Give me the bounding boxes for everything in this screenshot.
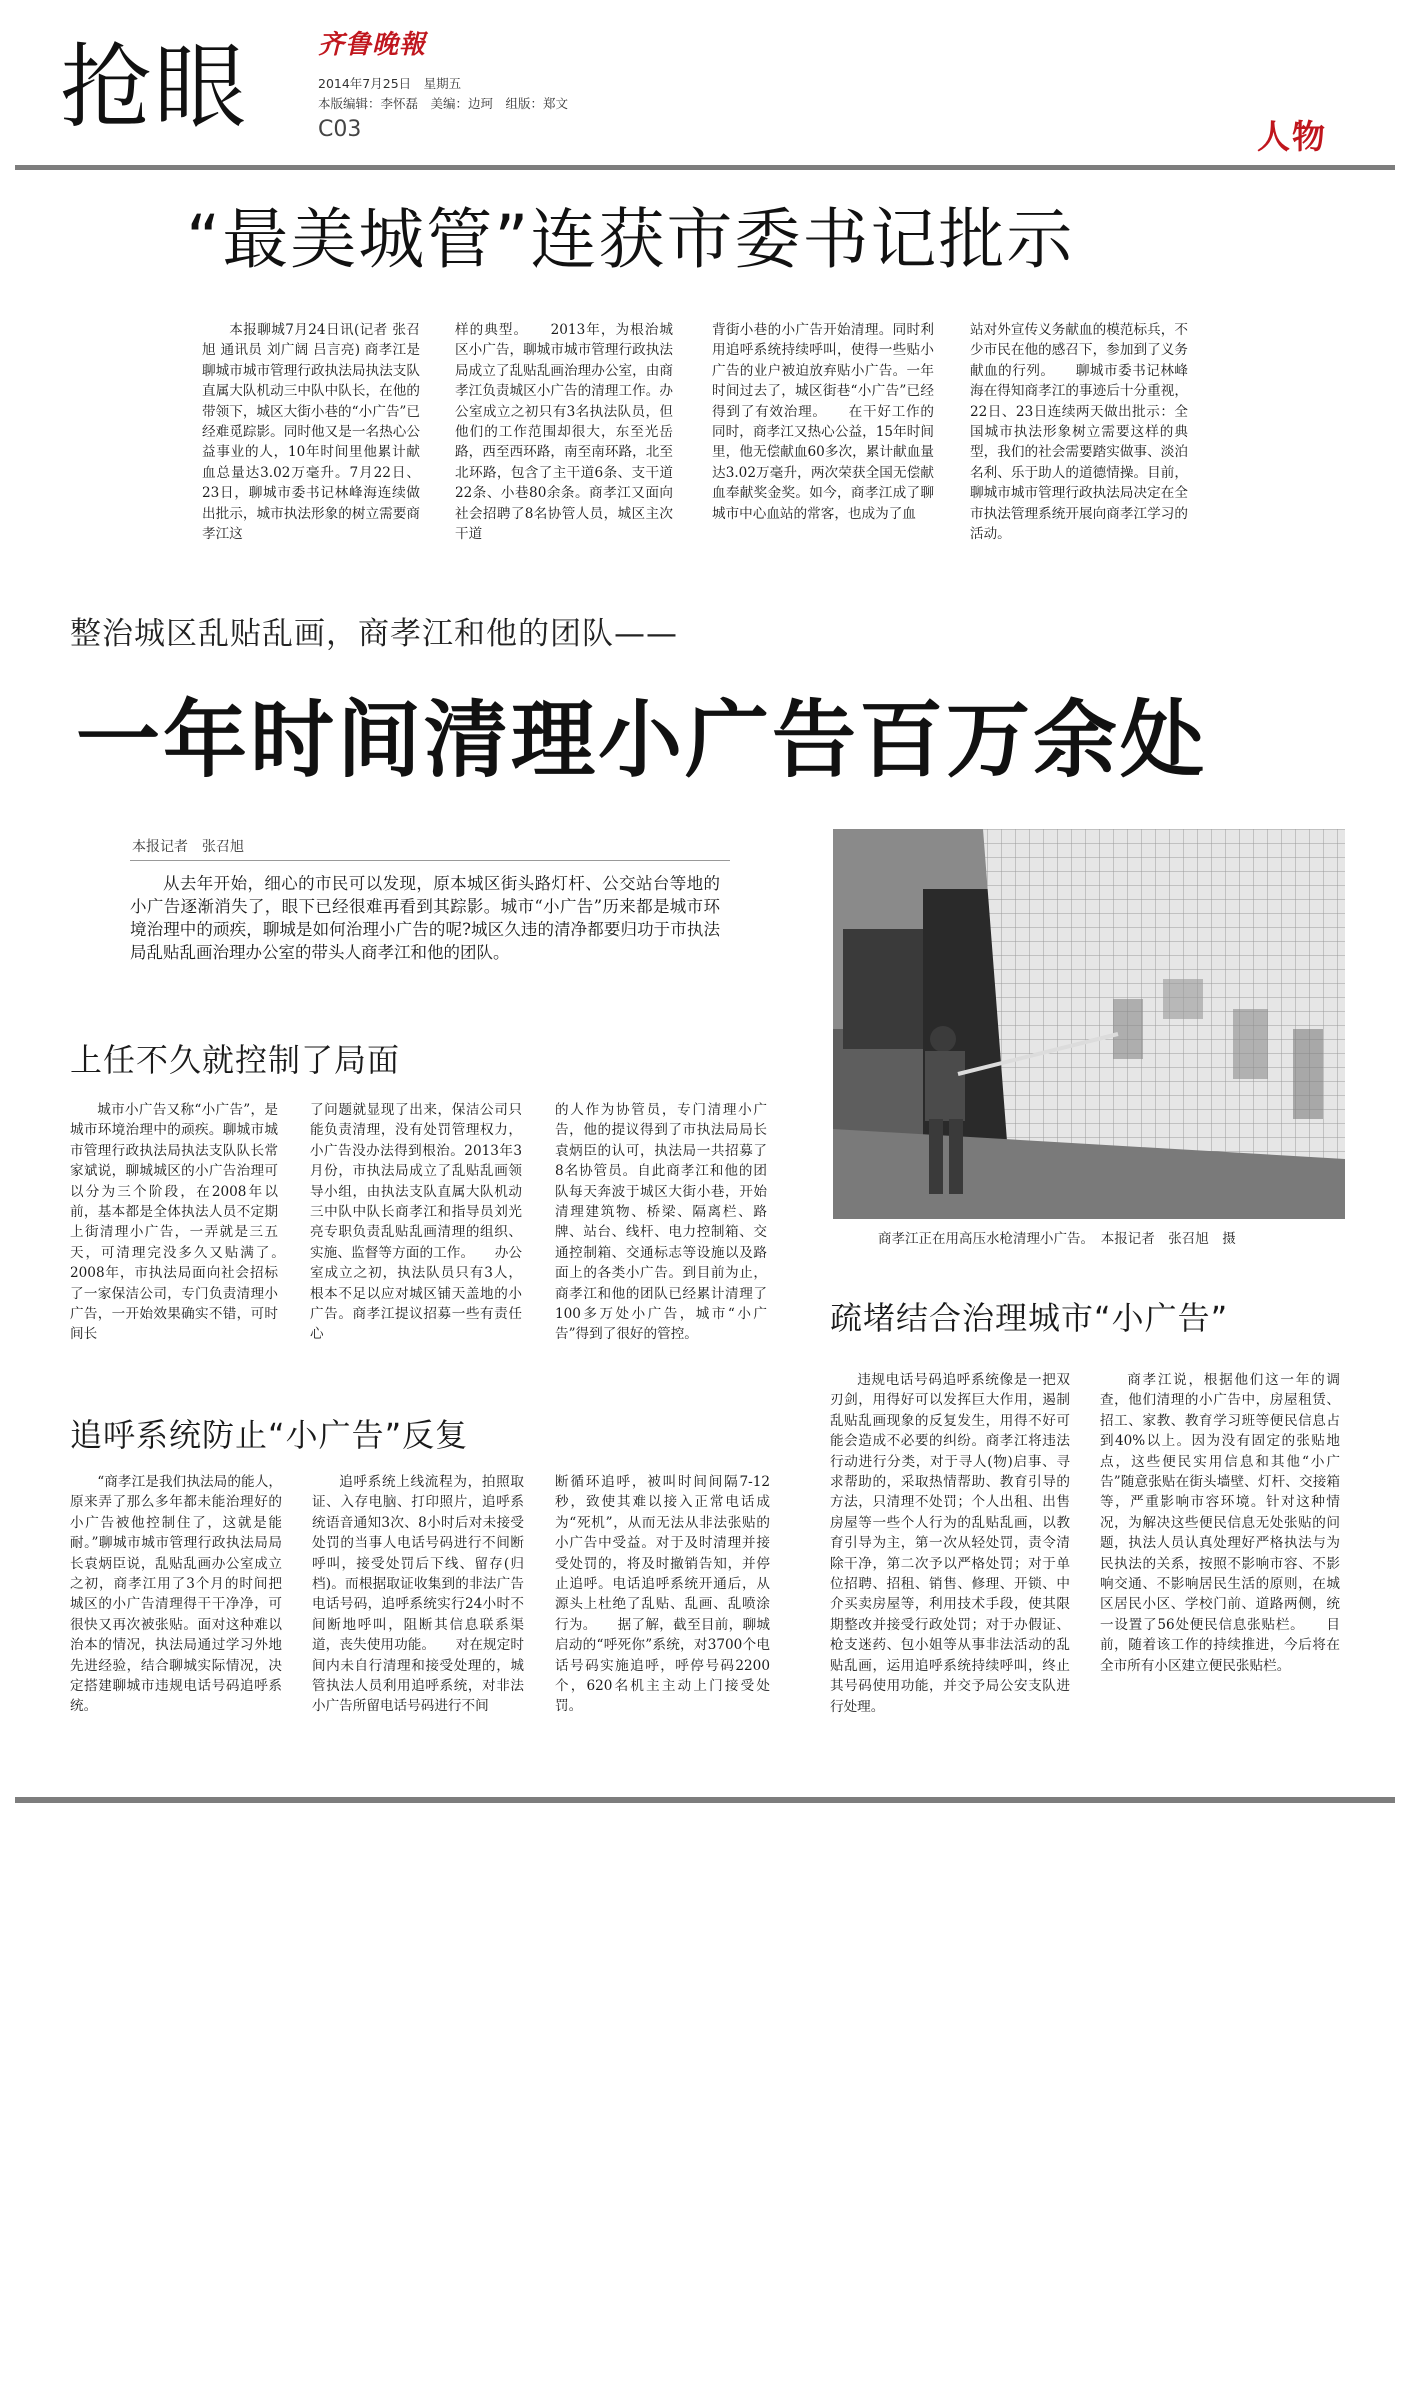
masthead-divider bbox=[15, 165, 1395, 170]
byline-rule bbox=[130, 860, 730, 861]
article-headline bbox=[186, 200, 1186, 280]
article1-col-4 bbox=[970, 320, 1188, 544]
lead-paragraph bbox=[130, 872, 720, 964]
column-label: 人物 bbox=[1257, 117, 1327, 156]
section1-col-2 bbox=[310, 1100, 522, 1345]
section2-paragraph: 商孝江说，根据他们这一年的调查，他们清理的小广告中，房屋租赁、招工、家教、教育学习班等便民信息占到40%以上。因为没有固定的张贴地点，这些便民实用信息和其他“小广告”随意张贴在街头墙壁、灯杆、交接箱等，严重影响市容环境。针对这种情况，为解决这些便民信息无处张贴的问题，执法人员认真处理好严格执法与为民执法的关系，按照不影响市容、不影响交通、不影响居民生活的原则，在城区居民小区、学校门前、道路两侧，统一设置了56处便民信息张贴栏。 目前，随着该工作的持续推进，今后将在全市所有小区建立便民张贴栏。 bbox=[1100, 1372, 1340, 1674]
section2-col-1 bbox=[830, 1370, 1070, 1717]
section1-paragraph: 城市小广告又称“小广告”，是城市环境治理中的顽疾。聊城市城市管理行政执法局执法支队队长常家斌说，聊城城区的小广告治理可以分为三个阶段，在2008年以前，基本都是全体执法人员不定期上街清理小广告，一弄就是三五天，可清理完没多久又贴满了。 2008年，市执法局面向社会招标了一家保洁公司，专门负责清理小广告，一开始效果确实不错，可时间长 bbox=[70, 1102, 306, 1343]
article1-col-1 bbox=[202, 320, 420, 544]
photo-caption: 商孝江正在用高压水枪清理小广告。 本报记者 张召旭 摄 bbox=[878, 1231, 1236, 1247]
article1-paragraph: 本报聊城7月24日讯(记者 张召旭 通讯员 刘广阔 吕言亮) 商孝江是聊城市城市管理行政执法局执法支队直属大队机动三中队中队长，在他的带领下，城区大街小巷的“小广告”已经难觅踪影。同时他又是一名热心公益事业的人，10年时间里他累计献血总量达3.02万毫升。7月22日、23日，聊城市委书记林峰海连续做出批示，城市执法形象的树立需要商孝江这 bbox=[202, 322, 420, 543]
section2-paragraph: 违规电话号码追呼系统像是一把双刃剑，用得好可以发挥巨大作用，遏制乱贴乱画现象的反复发生，用得不好可能会造成不必要的纠纷。商孝江将违法行动进行分类，对于寻人(物)启事、寻求帮助的，采取热情帮助、教育引导的方法，只清理不处罚；个人出租、出售房屋等一些个人行为的乱贴乱画，以教育引导为主，第一次从轻处罚，责令清除干净，第二次予以严格处罚；对于单位招聘、招租、销售、修理、开锁、中介买卖房屋等，利用技术手段，使其限期整改并接受行政处罚；对于办假证、枪支迷药、包小姐等从事非法活动的乱贴乱画，运用追呼系统持续呼叫，终止其号码使用功能，并交予局公安支队进行处理。 bbox=[830, 1372, 1070, 1715]
article-photo bbox=[833, 829, 1345, 1219]
date-line: 2014年7月25日 星期五 bbox=[318, 76, 462, 91]
masthead bbox=[0, 0, 1409, 170]
article1-paragraph: 背街小巷的小广告开始清理。同时利用追呼系统持续呼叫，使得一些贴小广告的业户被迫放弃贴小广告。一年时间过去了，城区街巷“小广告”已经得到了有效治理。 在干好工作的同时，商孝江又热心公益，15年时间里，他无偿献血60多次，累计献血量达3.02万毫升，两次荣获全国无偿献血奉献奖金奖。如今，商孝江成了聊城市中心血站的常客，也成为了血 bbox=[712, 322, 934, 522]
section3-col-1 bbox=[70, 1472, 282, 1717]
headline-text: “最美城管”连获市委书记批示 bbox=[186, 201, 1075, 278]
section-title: 抢眼 bbox=[60, 34, 249, 141]
section1-paragraph: 的人作为协管员，专门清理小广告，他的提议得到了市执法局局长袁炳臣的认可，执法局一共招募了8名协管员。自此商孝江和他的团队每天奔波于城区大街小巷，开始清理建筑物、桥梁、隔离栏、路牌、站台、线杆、电力控制箱、交通控制箱、交通标志等设施以及路面上的各类小广告。到目前为止，商孝江和他的团队已经累计清理了100多万处小广告，城市“小广告”得到了很好的管控。 bbox=[555, 1102, 767, 1343]
main-headline: 一年时间清理小广告百万余处 bbox=[76, 691, 1208, 789]
section3-paragraph: “商孝江是我们执法局的能人，原来弄了那么多年都未能治理好的小广告被他控制住了，这就是能耐。”聊城市城市管理行政执法局局长袁炳臣说，乱贴乱画办公室成立之初，商孝江用了3个月的时间把城区的小广告清理得干干净净，可很快又再次被张贴。面对这种难以治本的情况，执法局通过学习外地先进经验，结合聊城实际情况，决定搭建聊城市违规电话号码追呼系统。 bbox=[70, 1474, 282, 1715]
article1-col-3 bbox=[712, 320, 934, 524]
section1-col-1 bbox=[70, 1100, 306, 1345]
section3-col-2 bbox=[312, 1472, 524, 1717]
section2-col-2 bbox=[1100, 1370, 1340, 1676]
article1-col-2 bbox=[455, 320, 673, 544]
section3-paragraph: 追呼系统上线流程为，拍照取证、入存电脑、打印照片，追呼系统语音通知3次、8小时后对未接受处罚的当事人电话号码进行不间断呼叫，接受处罚后下线、留存(归档)。而根据取证收集到的非法广告电话号码，追呼系统实行24小时不间断地呼叫，阻断其信息联系渠道，丧失使用功能。 对在规定时间内未自行清理和接受处理的，城管执法人员利用追呼系统，对非法小广告所留电话号码进行不间 bbox=[312, 1474, 524, 1715]
kicker: 整治城区乱贴乱画，商孝江和他的团队—— bbox=[70, 616, 678, 652]
section-heading-2: 疏堵结合治理城市“小广告” bbox=[830, 1299, 1229, 1337]
page-bottom-rule bbox=[15, 1797, 1395, 1803]
page-code: C03 bbox=[318, 117, 362, 142]
section3-col-3 bbox=[555, 1472, 770, 1717]
section-heading-3: 追呼系统防止“小广告”反复 bbox=[70, 1416, 469, 1454]
article1-paragraph: 站对外宣传义务献血的模范标兵，不少市民在他的感召下，参加到了义务献血的行列。 聊城市委书记林峰海在得知商孝江的事迹后十分重视，22日、23日连续两天做出批示：全国城市执法形象树立需要这样的典型，我们的社会需要踏实做事、淡泊名利、乐于助人的道德情操。目前，聊城市城市管理行政执法局决定在全市执法管理系统开展向商孝江学习的活动。 bbox=[970, 322, 1188, 543]
lead-text: 从去年开始，细心的市民可以发现，原本城区街头路灯杆、公交站台等地的小广告逐渐消失了，眼下已经很难再看到其踪影。城市“小广告”历来都是城市环境治理中的顽疾，聊城是如何治理小广告的呢?城区久违的清净都要归功于市执法局乱贴乱画治理办公室的带头人商孝江和他的团队。 bbox=[130, 874, 720, 962]
section1-paragraph: 了问题就显现了出来，保洁公司只能负责清理，没有处罚管理权力，小广告没办法得到根治。2013年3月份，市执法局成立了乱贴乱画领导小组，由执法支队直属大队机动三中队中队长商孝江和指导员刘光亮专职负责乱贴乱画清理的组织、实施、监督等方面的工作。 办公室成立之初，执法队员只有3人，根本不足以应对城区铺天盖地的小广告。商孝江提议招募一些有责任心 bbox=[310, 1102, 522, 1343]
section1-col-3 bbox=[555, 1100, 767, 1345]
section3-paragraph: 断循环追呼，被叫时间间隔7-12秒，致使其难以接入正常电话成为“死机”，从而无法从非法张贴的小广告中受益。对于及时清理并接受处罚的，将及时撤销告知，并停止追呼。电话追呼系统开通后，从源头上杜绝了乱贴、乱画、乱喷涂行为。 据了解，截至目前，聊城启动的“呼死你”系统，对3700个电话号码实施追呼，呼停号码2200个，620名机主主动上门接受处罚。 bbox=[555, 1474, 770, 1715]
article1-paragraph: 样的典型。 2013年，为根治城区小广告，聊城市城市管理行政执法局成立了乱贴乱画治理办公室，由商孝江负责城区小广告的清理工作。办公室成立之初只有3名执法队员，但他们的工作范围却很大，东至光岳路，西至西环路，南至南环路，北至北环路，包含了主干道6条、支干道22条、小巷80余条。商孝江又面向社会招聘了8名协管人员，城区主次干道 bbox=[455, 322, 673, 543]
byline: 本报记者 张召旭 bbox=[132, 839, 244, 855]
photo-illustration bbox=[833, 829, 1345, 1219]
newspaper-logo: 齐鲁晚報 bbox=[318, 30, 427, 60]
editors-line: 本版编辑：李怀磊 美编：边珂 组版：郑文 bbox=[318, 96, 569, 111]
section-heading-1: 上任不久就控制了局面 bbox=[70, 1041, 401, 1079]
